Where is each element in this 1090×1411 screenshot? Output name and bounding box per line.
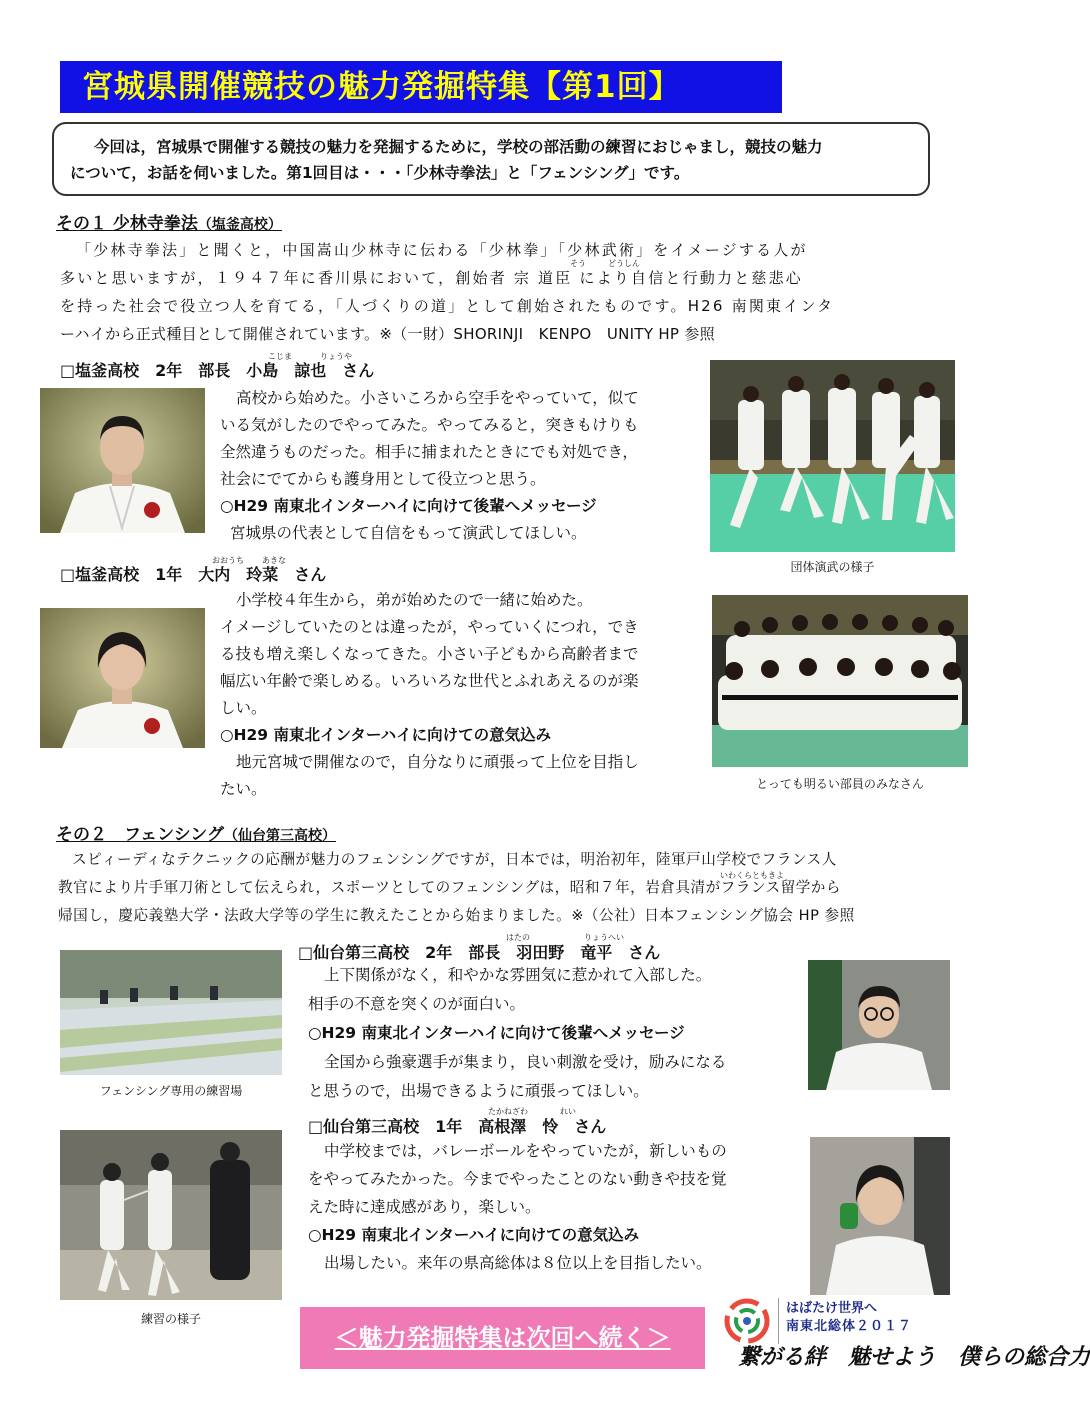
comment-line: えた時に達成感があり，楽しい。 <box>308 1198 541 1216</box>
takanezawa-comment <box>308 1137 798 1277</box>
person-heading-kojima: □塩釜高校 2年 部長 小島 諒也 さん <box>60 361 375 380</box>
comment-line: 中学校までは，バレーボールをやっていたが，新しいもの <box>324 1142 727 1160</box>
intro-box <box>52 122 930 196</box>
furigana-iwakura: いわくらともきよ <box>720 871 784 880</box>
comment-line: 宮城県の代表として自信をもって演武してほしい。 <box>230 524 587 542</box>
comment-line: 幅広い年齢で楽しめる。いろいろな世代とふれあえるのが楽 <box>220 672 639 690</box>
comment-line: 全然違うものだった。相手に捕まれたときにでも対処でき， <box>220 443 638 461</box>
person-heading-hatano: □仙台第三高校 2年 部長 羽田野 竜平 さん <box>298 943 661 962</box>
furigana-ouchi: おおうち <box>212 556 244 565</box>
photo-practice <box>60 1130 282 1300</box>
comment-line: たい。 <box>220 780 267 798</box>
furigana-akina: あきな <box>262 556 286 565</box>
comment-line: 相手の不意を突くのが面白い。 <box>308 995 526 1013</box>
photo-group-demo <box>710 360 955 552</box>
section1-paragraph <box>60 236 940 348</box>
comment-line: 出場したい。来年の県高総体は８位以上を目指したい。 <box>324 1254 712 1272</box>
photo-fencing-hall <box>60 950 282 1075</box>
comment-line: 高校から始めた。小さいころから空手をやっていて，似て <box>236 389 639 407</box>
comment-line: 全国から強豪選手が集まり，良い刺激を受け，励みになる <box>324 1053 727 1071</box>
message-heading: ○H29 南東北インターハイに向けて後輩へメッセージ <box>308 1024 685 1042</box>
comment-line: る技も増え楽しくなってきた。小さい子どもから高齢者まで <box>220 645 639 663</box>
furigana-ryohei: りょうへい <box>584 933 624 942</box>
furigana-so: そう <box>570 259 586 268</box>
section1-title: その１ 少林寺拳法 <box>56 214 198 234</box>
caption-fencing-hall: フェンシング専用の練習場 <box>99 1084 243 1098</box>
continue-banner: ＜魅力発掘特集は次回へ続く＞ <box>300 1307 705 1369</box>
person-heading-takanezawa: □仙台第三高校 1年 高根澤 怜 さん <box>308 1117 607 1136</box>
message-heading: ○H29 南東北インターハイに向けての意気込み <box>220 726 552 744</box>
portrait-kojima <box>40 388 205 533</box>
portrait-takanezawa <box>810 1137 950 1295</box>
section1-para-line: を持った社会で役立つ人を育てる，「人づくりの道」として創始されたものです。H26 南関東インタ <box>60 297 835 315</box>
comment-line: 小学校４年生から，弟が始めたので一緒に始めた。 <box>236 591 593 609</box>
logo-line-2: 南東北総体２０１７ <box>786 1319 913 1334</box>
event-slogan: 繋がる絆 魅せよう 僕らの総合力 <box>738 1344 1090 1370</box>
furigana-ryoya: りょうや <box>320 352 352 361</box>
kojima-comment <box>220 385 700 547</box>
section1-para-line: 多いと思いますが，１９４７年に香川県において，創始者 宗 道臣 により自信と行動力と慈悲心 <box>60 269 804 287</box>
comment-line: 地元宮城で開催なので，自分なりに頑張って上位を目指し <box>236 753 639 771</box>
furigana-doshin: どうしん <box>608 259 640 268</box>
portrait-ouchi <box>40 608 205 748</box>
event-emblem-icon <box>722 1296 772 1346</box>
photo-club-members <box>712 595 968 767</box>
section2-para-line: 教官により片手軍刀術として伝えられ，スポーツとしてのフェンシングは，昭和７年，岩倉具清がフランス留学から <box>58 879 841 896</box>
logo-line-1: はばたけ世界へ <box>786 1301 878 1316</box>
section2-title: その２ フェンシング <box>56 825 224 845</box>
message-heading: ○H29 南東北インターハイに向けて後輩へメッセージ <box>220 497 597 515</box>
section2-school: （仙台第三高校） <box>223 828 336 844</box>
ouchi-comment <box>220 587 700 803</box>
furigana-kojima: こじま <box>268 352 292 361</box>
comment-line: 上下関係がなく，和やかな雰囲気に惹かれて入部した。 <box>324 966 712 984</box>
section2-heading <box>56 820 336 845</box>
comment-line: しい。 <box>220 699 267 717</box>
comment-line: と思うので，出場できるように頑張ってほしい。 <box>308 1082 649 1100</box>
section2-para-line: スピィーディなテクニックの応酬が魅力のフェンシングですが，日本では，明治初年，陸軍戸山学校でフランス人 <box>72 851 837 868</box>
hatano-comment <box>308 961 798 1106</box>
section2-para-line: 帰国し，慶応義塾大学・法政大学等の学生に教えたことから始まりました。※（公社）日本フェンシング協会 HP 参照 <box>58 907 855 924</box>
comment-line: をやってみたかった。今までやったことのない動きや技を覚 <box>308 1170 727 1188</box>
event-logo <box>722 1296 952 1346</box>
portrait-hatano <box>808 960 950 1090</box>
section2-paragraph <box>58 846 958 930</box>
furigana-hatano: はたの <box>506 933 530 942</box>
section1-school: （塩釜高校） <box>197 217 282 233</box>
section1-heading <box>56 209 282 234</box>
page-title: 宮城県開催競技の魅力発掘特集【第1回】 <box>60 61 782 113</box>
furigana-takanezawa: たかねざわ <box>488 1107 528 1116</box>
intro-line-1: 今回は，宮城県で開催する競技の魅力を発掘するために，学校の部活動の練習におじゃまし，競技の魅力 <box>94 138 823 156</box>
message-heading: ○H29 南東北インターハイに向けての意気込み <box>308 1226 640 1244</box>
caption-club-members: とっても明るい部員のみなさん <box>756 777 924 791</box>
section1-para-line: ーハイから正式種目として開催されています。※（一財）SHORINJI KENPO UNITY HP 参照 <box>60 325 715 343</box>
comment-line: いる気がしたのでやってみた。やってみると，突きもけりも <box>220 416 639 434</box>
caption-practice: 練習の様子 <box>140 1312 201 1326</box>
comment-line: 社会にでてからも護身用として役立つと思う。 <box>220 470 546 488</box>
section1-para-line: 「少林寺拳法」と聞くと，中国嵩山少林寺に伝わる「少林拳」「少林武術」をイメージする人が <box>76 241 808 259</box>
intro-line-2: について，お話を伺いました。第1回目は・・・「少林寺拳法」と「フェンシング」です。 <box>70 164 690 182</box>
comment-line: イメージしていたのとは違ったが，やっていくにつれ，でき <box>220 618 639 636</box>
caption-group-demo: 団体演武の様子 <box>790 560 875 574</box>
furigana-rei: れい <box>560 1107 576 1116</box>
person-heading-ouchi: □塩釜高校 1年 大内 玲菜 さん <box>60 565 327 584</box>
